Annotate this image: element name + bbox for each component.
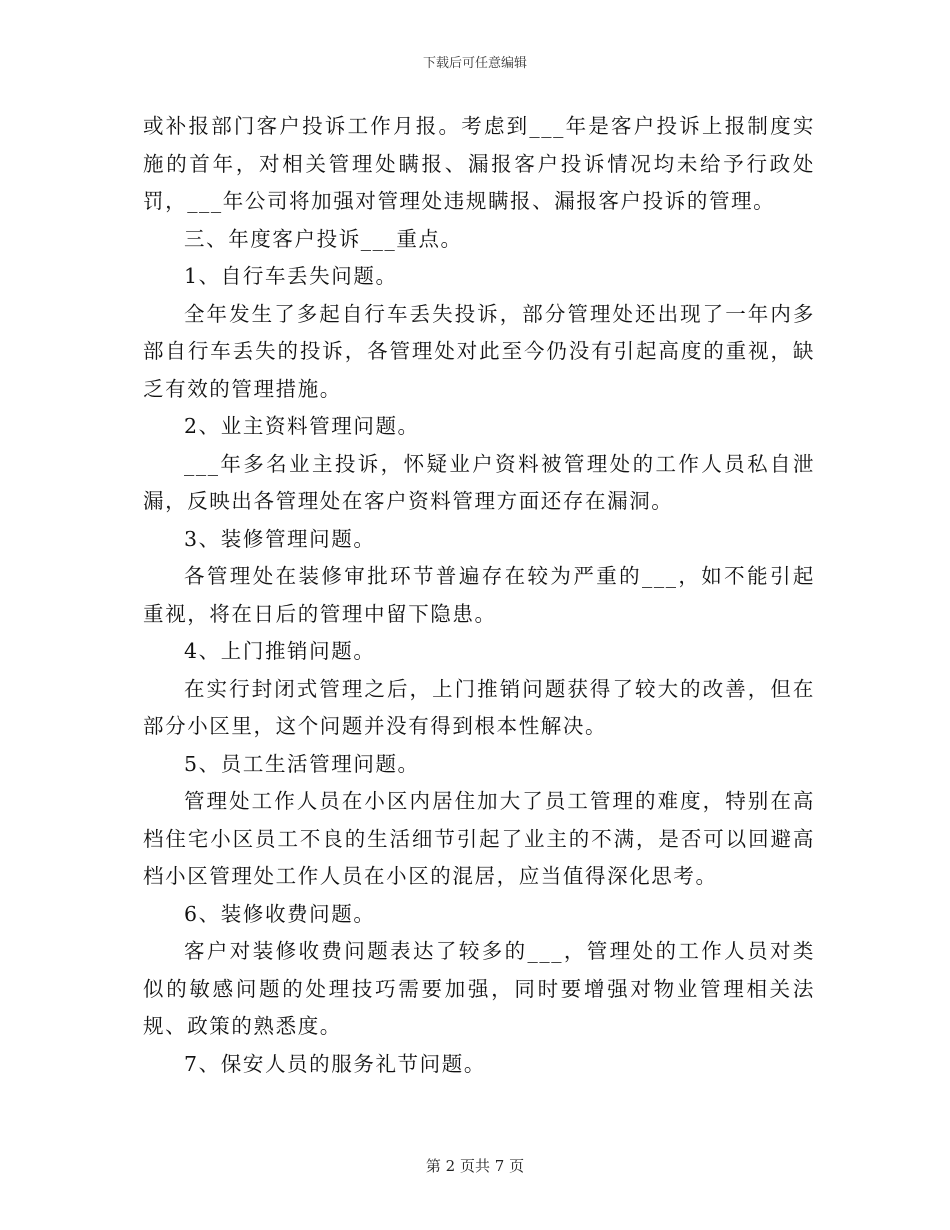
section-heading: 三、年度客户投诉___重点。 [184, 226, 463, 251]
item-heading: 4、上门推销问题。 [184, 639, 376, 663]
item-heading: 6、装修收费问题。 [184, 901, 376, 926]
paragraph: 在实行封闭式管理之后，上门推销问题获得了较大的改善，但在部分小区里，这个问题并没有得到根本性解决。 [143, 676, 815, 738]
paragraph: 客户对装修收费问题表达了较多的___，管理处的工作人员对类似的敏感问题的处理技巧需要加强，同时要增强对物业管理相关法规、政策的熟悉度。 [143, 939, 815, 1038]
paragraph: 或补报部门客户投诉工作月报。考虑到___年是客户投诉上报制度实施的首年，对相关管理处瞒报、漏报客户投诉情况均未给予行政处罚，___年公司将加强对管理处违规瞒报、漏报客户投诉的管理。 [143, 114, 815, 213]
item-heading: 1、自行车丢失问题。 [184, 264, 398, 288]
document-body [143, 108, 815, 1083]
page-header: 下载后可任意编辑 [422, 56, 527, 71]
paragraph: 各管理处在装修审批环节普遍存在较为严重的___，如不能引起重视，将在日后的管理中留下隐患。 [143, 564, 815, 626]
paragraph: 管理处工作人员在小区内居住加大了员工管理的难度，特别在高档住宅小区员工不良的生活细节引起了业主的不满，是否可以回避高档小区管理处工作人员在小区的混居，应当值得深化思考。 [143, 789, 815, 888]
paragraph: ___年多名业主投诉，怀疑业户资料被管理处的工作人员私自泄漏，反映出各管理处在客户资料管理方面还存在漏洞。 [143, 451, 815, 513]
page-number: 第 2 页共 7 页 [425, 1157, 525, 1175]
item-heading: 5、员工生活管理问题。 [184, 751, 420, 776]
item-heading: 3、装修管理问题。 [184, 526, 376, 551]
paragraph: 全年发生了多起自行车丢失投诉，部分管理处还出现了一年内多部自行车丢失的投诉，各管理处对此至今仍没有引起高度的重视，缺乏有效的管理措施。 [143, 301, 815, 401]
item-heading: 7、保安人员的服务礼节问题。 [184, 1051, 486, 1076]
item-heading: 2、业主资料管理问题。 [184, 414, 420, 438]
